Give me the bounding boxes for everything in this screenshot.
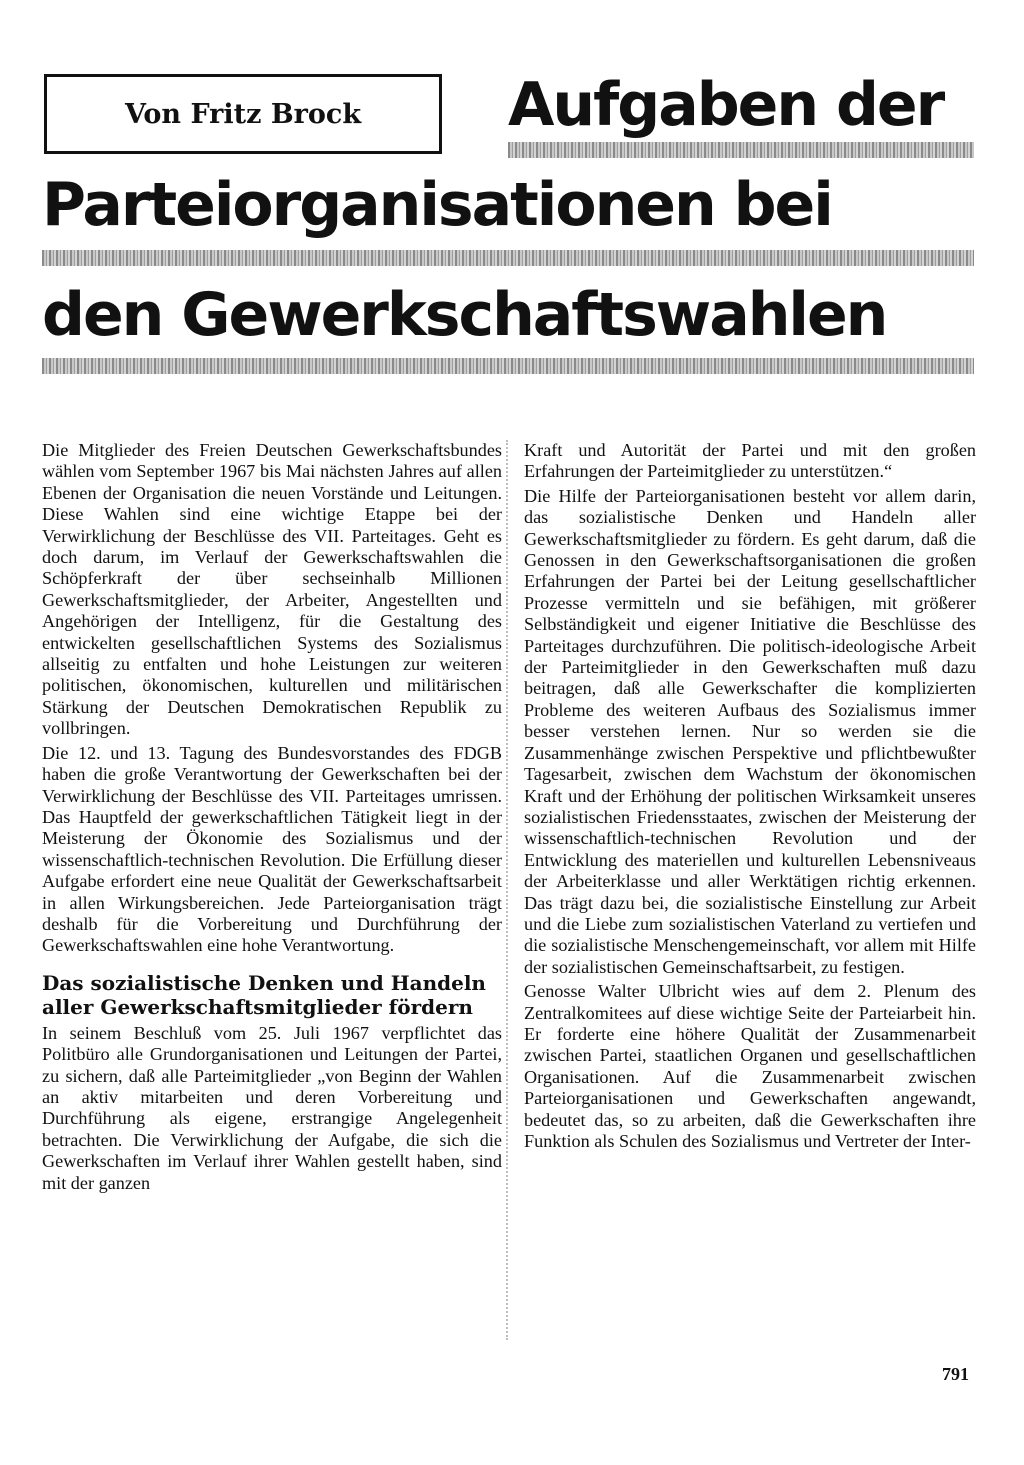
title-line-3: den Gewerkschaftswahlen [42,280,887,350]
right-column [524,440,976,1155]
page-number: 791 [942,1364,969,1384]
section-heading: Das sozialistische Denken und Handeln aller Gewerkschaftsmitglieder fördern [42,970,486,1019]
title-line-1: Aufgaben der [508,70,944,140]
paragraph: Genosse Walter Ulbricht wies auf dem 2. Plenum des Zentralkomitees auf diese wichtige Seite der Parteiarbeit hin. Er forderte eine höhere Qualität der Zusammenarbeit zwischen Partei, staatlichen Organen und gesellschaftlichen Organisationen. Auf die Zusammenarbeit zwischen Parteiorganisationen und Gewerkschaften angewandt, bedeutet das, so zu arbeiten, daß die Gewerkschaften ihre Funktion als Schulen des Sozialismus und Vertreter der Inter- [524,981,976,1151]
title-rule-2 [42,250,974,266]
paragraph: Die Mitglieder des Freien Deutschen Gewerkschaftsbundes wählen vom September 1967 bis Mai nächsten Jahres auf allen Ebenen der Organisation die neuen Vorstände und Leitungen. Diese Wahlen sind eine wichtige Etappe bei der Verwirklichung der Beschlüsse des VII. Parteitages. Geht es doch darum, im Verlauf der Gewerkschaftswahlen die Schöpferkraft der über sechseinhalb Millionen Gewerkschaftsmitglieder, der Arbeiter, Angestellten und Angehörigen der Intelligenz, für die Gestaltung des entwickelten gesellschaftlichen Systems des Sozialismus allseitig zu entfalten und hohe Leistungen zur weiteren politischen, ökonomischen, kulturellen und militärischen Stärkung der Deutschen Demokratischen Republik zu vollbringen. [42,440,502,739]
paragraph: Die 12. und 13. Tagung des Bundesvorstandes des FDGB haben die große Verantwortung der Gewerkschaften bei der Verwirklichung der Beschlüsse des VII. Parteitages umrissen. Das Hauptfeld der gewerkschaftlichen Tätigkeit liegt in der Meisterung der Ökonomie des Sozialismus und der wissenschaftlich-technischen Revolution. Die Erfüllung dieser Aufgabe erfordert eine neue Qualität der Gewerkschaftsarbeit in allen Wirkungsbereichen. Jede Parteiorganisation trägt deshalb für die Vorbereitung und Durchführung der Gewerkschaftswahlen eine hohe Verantwortung. [42,742,502,956]
paragraph: Die Hilfe der Parteiorganisationen besteht vor allem darin, das sozialistische Denken und Handeln aller Gewerkschaftsmitglieder zu fördern. Es geht darum, daß die Genossen in den Gewerkschaftsorganisationen die großen Erfahrungen der Partei bei der Leitung gesellschaftlicher Prozesse vermitteln und sie befähigen, mit größerer Selbständigkeit und eigener Initiative die Beschlüsse des Parteitages durchzuführen. Die politisch-ideologische Arbeit der Parteimitglieder in den Gewerkschaften muß dazu beitragen, daß alle Gewerkschafter die komplizierten Probleme des weiteren Aufbaus des Sozialismus immer besser verstehen lernen. Nur so werden sie die Zusammenhänge zwischen Perspektive und pflichtbewußter Tagesarbeit, zwischen dem Wachstum der ökonomischen Kraft und der Erhöhung der politischen Wirksamkeit unseres sozialistischen Friedensstaates, zwischen der Meisterung der wissenschaftlich-technischen Revolution und der Entwicklung des materiellen und kulturellen Lebensniveaus der Arbeiterklasse und aller Werktätigen richtig erkennen. Das trägt dazu bei, die sozialistische Einstellung zur Arbeit und die Liebe zum sozialistischen Vaterland zu vertiefen und die sozialistische Menschengemeinschaft, vor allem mit Hilfe der sozialistischen Gemeinschaftsarbeit, zu festigen. [524,485,976,977]
paragraph: In seinem Beschluß vom 25. Juli 1967 verpflichtet das Politbüro alle Grundorganisationen und Leitungen der Partei, zu sichern, daß alle Parteimitglieder „von Beginn der Wahlen an aktiv mitarbeiten und deren Vorbereitung und Durchführung als eigene, erstrangige Angelegenheit betrachten. Die Verwirklichung der Aufgabe, die sich die Gewerkschaften im Verlauf ihrer Wahlen gestellt haben, sind mit der ganzen [42,1022,502,1193]
paragraph: Kraft und Autorität der Partei und mit den großen Erfahrungen der Parteimitglieder zu unterstützen.“ [524,440,976,482]
author-box [44,74,442,154]
left-column [42,440,502,1197]
column-divider [506,440,508,1340]
title-rule-1 [508,142,974,158]
author-name: Von Fritz Brock [124,98,362,130]
title-line-2: Parteiorganisationen bei [42,170,832,240]
title-rule-3 [42,358,974,374]
